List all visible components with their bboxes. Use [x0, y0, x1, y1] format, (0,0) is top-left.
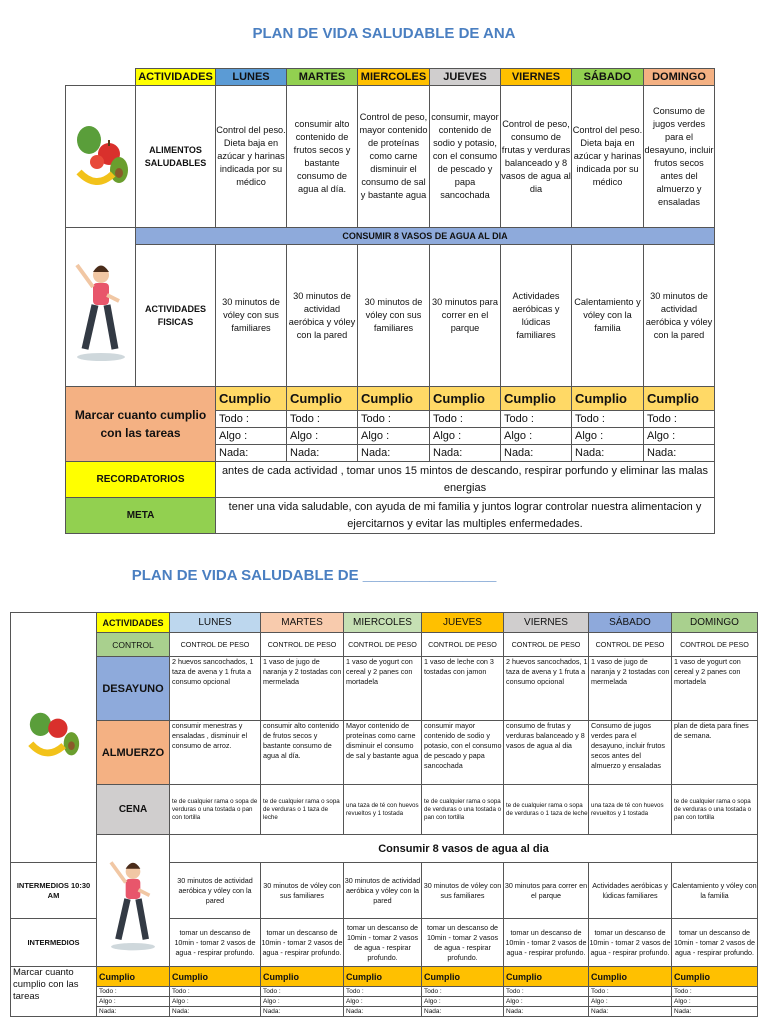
cena-miercoles: una taza de té con huevos revueltos y 1 tostada [344, 785, 422, 835]
p2-cumplio-sabado: Cumplio [589, 967, 672, 987]
intermedios2-sabado: tomar un descanso de 10min - tomar 2 vasos de agua - respirar profundo. [589, 919, 672, 967]
control-viernes: CONTROL DE PESO [504, 633, 589, 657]
intermedios1-martes: 30 minutos de vóley con sus familiares [261, 863, 344, 919]
plan1-table [65, 68, 715, 534]
p2-cumplio-martes: Cumplio [261, 967, 344, 987]
cumplio-sabado: Cumplio [572, 387, 644, 411]
p2-todo-7[interactable]: Todo : [589, 987, 672, 997]
actividades-viernes: Actividades aeróbicas y lúdicas familiares [501, 245, 572, 387]
intermedios2-label: INTERMEDIOS [11, 919, 97, 967]
nada-sabado[interactable]: Nada: [572, 445, 644, 462]
p2-nada-2[interactable]: Nada: [170, 1007, 261, 1017]
intermedios2-martes: tomar un descanso de 10min - tomar 2 vasos de agua - respirar profundo. [261, 919, 344, 967]
alimentos-viernes: Control de peso, consumo de frutas y verduras balanceado y 8 vasos de agua al dia [501, 86, 572, 228]
p2-header-domingo: DOMINGO [672, 613, 758, 633]
alimentos-label: ALIMENTOS SALUDABLES [136, 86, 216, 228]
p2-todo-5[interactable]: Todo : [422, 987, 504, 997]
intermedios1-domingo: Calentamiento y vóley con la familia [672, 863, 758, 919]
cena-lunes: te de cualquier rama o sopa de verduras o una tostada o pan con tortilla [170, 785, 261, 835]
todo-jueves[interactable]: Todo : [430, 411, 501, 428]
alimentos-sabado: Control del peso. Dieta baja en azúcar y harinas indicada por su médico [572, 86, 644, 228]
desayuno-lunes: 2 huevos sancochados, 1 taza de avena y 1 fruta a consumo opcional [170, 657, 261, 721]
almuerzo-viernes: consumo de frutas y verduras balanceado y 8 vasos de agua al dia [504, 721, 589, 785]
control-jueves: CONTROL DE PESO [422, 633, 504, 657]
fruits-icon [71, 110, 131, 200]
actividades-jueves: 30 minutos para correr en el parque [430, 245, 501, 387]
nada-viernes[interactable]: Nada: [501, 445, 572, 462]
cena-martes: te de cualquier rama o sopa de verduras o 1 taza de leche [261, 785, 344, 835]
p2-cumplio-actividades: Cumplio [97, 967, 170, 987]
p2-todo-3[interactable]: Todo : [261, 987, 344, 997]
p2-algo-2[interactable]: Algo : [170, 997, 261, 1007]
todo-domingo[interactable]: Todo : [644, 411, 715, 428]
desayuno-label: DESAYUNO [97, 657, 170, 721]
p2-algo-4[interactable]: Algo : [344, 997, 422, 1007]
todo-martes[interactable]: Todo : [287, 411, 358, 428]
p2-algo-5[interactable]: Algo : [422, 997, 504, 1007]
p2-nada-1[interactable]: Nada: [97, 1007, 170, 1017]
p2-cumplio-domingo: Cumplio [672, 967, 758, 987]
desayuno-miercoles: 1 vaso de yogurt con cereal y 2 panes con mortadela [344, 657, 422, 721]
alimentos-lunes: Control del peso. Dieta baja en azúcar y harinas indicada por su médico [216, 86, 287, 228]
exercise-image [66, 228, 136, 387]
header-actividades: ACTIVIDADES [136, 69, 216, 86]
p2-algo-6[interactable]: Algo : [504, 997, 589, 1007]
cumplio-domingo: Cumplio [644, 387, 715, 411]
almuerzo-label: ALMUERZO [97, 721, 170, 785]
actividades-domingo: 30 minutos de actividad aeróbica y vóley con la pared [644, 245, 715, 387]
todo-viernes[interactable]: Todo : [501, 411, 572, 428]
control-label: CONTROL [97, 633, 170, 657]
p2-header-sabado: SÁBADO [589, 613, 672, 633]
p2-nada-7[interactable]: Nada: [589, 1007, 672, 1017]
intermedios1-lunes: 30 minutos de actividad aeróbica y vóley con la pared [170, 863, 261, 919]
plan2-table [10, 612, 758, 1017]
actividades-sabado: Calentamiento y vóley con la familia [572, 245, 644, 387]
control-sabado: CONTROL DE PESO [589, 633, 672, 657]
intermedios2-viernes: tomar un descanso de 10min - tomar 2 vasos de agua - respirar profundo. [504, 919, 589, 967]
intermedios2-domingo: tomar un descanso de 10min - tomar 2 vasos de agua - respirar profundo. [672, 919, 758, 967]
algo-martes[interactable]: Algo : [287, 428, 358, 445]
cumplio-lunes: Cumplio [216, 387, 287, 411]
actividades-martes: 30 minutos de actividad aeróbica y vóley con la pared [287, 245, 358, 387]
algo-sabado[interactable]: Algo : [572, 428, 644, 445]
intermedios1-jueves: 30 minutos de vóley con sus familiares [422, 863, 504, 919]
nada-martes[interactable]: Nada: [287, 445, 358, 462]
plan2-agua-banner: Consumir 8 vasos de agua al dia [170, 835, 758, 863]
recordatorios-text: antes de cada actividad , tomar unos 15 mintos de descando, respirar porfundo y eliminar las malas energias [216, 462, 715, 498]
p2-algo-3[interactable]: Algo : [261, 997, 344, 1007]
header-viernes: VIERNES [501, 69, 572, 86]
p2-header-jueves: JUEVES [422, 613, 504, 633]
header-lunes: LUNES [216, 69, 287, 86]
algo-jueves[interactable]: Algo : [430, 428, 501, 445]
cumplio-miercoles: Cumplio [358, 387, 430, 411]
plan1-title: PLAN DE VIDA SALUDABLE DE ANA [252, 25, 516, 42]
cumplio-jueves: Cumplio [430, 387, 501, 411]
header-sabado: SÁBADO [572, 69, 644, 86]
control-martes: CONTROL DE PESO [261, 633, 344, 657]
intermedios1-miercoles: 30 minutos de actividad aeróbica y vóley con la pared [344, 863, 422, 919]
alimentos-jueves: consumir, mayor contenido de sodio y potasio, con el consumo de pescado y papa sancochada [430, 86, 501, 228]
algo-lunes[interactable]: Algo : [216, 428, 287, 445]
almuerzo-martes: consumir alto contenido de frutos secos y bastante consumo de agua al día. [261, 721, 344, 785]
intermedios1-label: INTERMEDIOS 10:30 AM [11, 863, 97, 919]
p2-todo-8[interactable]: Todo : [672, 987, 758, 997]
exercise-icon [103, 844, 163, 954]
p2-todo-4[interactable]: Todo : [344, 987, 422, 997]
cena-sabado: una taza de té con huevos revueltos y 1 tostada [589, 785, 672, 835]
p2-todo-1[interactable]: Todo : [97, 987, 170, 997]
control-lunes: CONTROL DE PESO [170, 633, 261, 657]
recordatorios-label: RECORDATORIOS [66, 462, 216, 498]
p2-cumplio-jueves: Cumplio [422, 967, 504, 987]
nada-jueves[interactable]: Nada: [430, 445, 501, 462]
control-miercoles: CONTROL DE PESO [344, 633, 422, 657]
p2-todo-6[interactable]: Todo : [504, 987, 589, 997]
p2-algo-1[interactable]: Algo : [97, 997, 170, 1007]
header-domingo: DOMINGO [644, 69, 715, 86]
p2-todo-2[interactable]: Todo : [170, 987, 261, 997]
almuerzo-sabado: Consumo de jugos verdes para el desayuno, incluir frutos secos antes del almuerzo y ensaladas [589, 721, 672, 785]
actividades-label: ACTIVIDADES FISICAS [136, 245, 216, 387]
p2-nada-5[interactable]: Nada: [422, 1007, 504, 1017]
cumplio-viernes: Cumplio [501, 387, 572, 411]
marcar-label: Marcar cuanto cumplio con las tareas [66, 387, 216, 462]
intermedios2-miercoles: tomar un descanso de 10min - tomar 2 vasos de agua - respirar profundo. [344, 919, 422, 967]
p2-nada-8[interactable]: Nada: [672, 1007, 758, 1017]
p2-nada-3[interactable]: Nada: [261, 1007, 344, 1017]
cena-label: CENA [97, 785, 170, 835]
p2-nada-6[interactable]: Nada: [504, 1007, 589, 1017]
p2-cumplio-miercoles: Cumplio [344, 967, 422, 987]
plan1-agua-banner: CONSUMIR 8 VASOS DE AGUA AL DIA [136, 228, 715, 245]
p2-cumplio-viernes: Cumplio [504, 967, 589, 987]
nada-domingo[interactable]: Nada: [644, 445, 715, 462]
almuerzo-lunes: consumir menestras y ensaladas , disminuir el consumo de arroz. [170, 721, 261, 785]
todo-lunes[interactable]: Todo : [216, 411, 287, 428]
intermedios1-sabado: Actividades aeróbicas y lúdicas familiares [589, 863, 672, 919]
algo-viernes[interactable]: Algo : [501, 428, 572, 445]
p2-header-miercoles: MIERCOLES [344, 613, 422, 633]
algo-domingo[interactable]: Algo : [644, 428, 715, 445]
almuerzo-jueves: consumir mayor contenido de sodio y potasio, con el consumo de pescado y papa sancochada [422, 721, 504, 785]
cumplio-martes: Cumplio [287, 387, 358, 411]
actividades-miercoles: 30 minutos de vóley con sus familiares [358, 245, 430, 387]
cena-domingo: te de cualquier rama o sopa de verduras o una tostada o pan con tortilla [672, 785, 758, 835]
p2-header-martes: MARTES [261, 613, 344, 633]
actividades-lunes: 30 minutos de vóley con sus familiares [216, 245, 287, 387]
desayuno-domingo: 1 vaso de yogurt con cereal y 2 panes con mortadela [672, 657, 758, 721]
todo-sabado[interactable]: Todo : [572, 411, 644, 428]
p2-header-viernes: VIERNES [504, 613, 589, 633]
almuerzo-miercoles: Mayor contenido de proteínas como carne disminuir el consumo de sal y bastante agua [344, 721, 422, 785]
exercise-image-2 [97, 835, 170, 967]
alimentos-martes: consumir alto contenido de frutos secos y bastante consumo de agua al día. [287, 86, 358, 228]
p2-algo-7[interactable]: Algo : [589, 997, 672, 1007]
exercise-icon [71, 245, 131, 365]
nada-miercoles[interactable]: Nada: [358, 445, 430, 462]
meta-label: META [66, 498, 216, 534]
header-jueves: JUEVES [430, 69, 501, 86]
p2-cumplio-lunes: Cumplio [170, 967, 261, 987]
cena-jueves: te de cualquier rama o sopa de verduras o una tostada o pan con tortilla [422, 785, 504, 835]
algo-miercoles[interactable]: Algo : [358, 428, 430, 445]
fruits-image-2 [11, 613, 97, 863]
meta-text: tener una vida saludable, con ayuda de mi familia y juntos lograr controlar nuestra alimentacion y ejercitarnos y evitar las multiples enfermedades. [216, 498, 715, 534]
p2-nada-4[interactable]: Nada: [344, 1007, 422, 1017]
header-martes: MARTES [287, 69, 358, 86]
plan2-title: PLAN DE VIDA SALUDABLE DE ________________ [131, 567, 497, 584]
intermedios1-viernes: 30 minutos para correr en el parque [504, 863, 589, 919]
almuerzo-domingo: plan de dieta para fines de semana. [672, 721, 758, 785]
header-miercoles: MIERCOLES [358, 69, 430, 86]
todo-miercoles[interactable]: Todo : [358, 411, 430, 428]
desayuno-martes: 1 vaso de jugo de naranja y 2 tostadas con mermelada [261, 657, 344, 721]
desayuno-viernes: 2 huevos sancochados, 1 taza de avena y 1 fruta a consumo opcional [504, 657, 589, 721]
fruits-icon [25, 706, 83, 766]
alimentos-miercoles: Control de peso, mayor contenido de proteínas como carne disminuir el consumo de sal y bastante agua [358, 86, 430, 228]
alimentos-domingo: Consumo de jugos verdes para el desayuno, incluir frutos secos antes del almuerzo y ensaladas [644, 86, 715, 228]
intermedios2-lunes: tomar un descanso de 10min - tomar 2 vasos de agua - respirar profundo. [170, 919, 261, 967]
cena-viernes: te de cualquier rama o sopa de verduras o 1 taza de leche [504, 785, 589, 835]
fruits-image [66, 86, 136, 228]
intermedios2-jueves: tomar un descanso de 10min - tomar 2 vasos de agua - respirar profundo. [422, 919, 504, 967]
p2-header-lunes: LUNES [170, 613, 261, 633]
p2-header-actividades: ACTIVIDADES [97, 613, 170, 633]
control-domingo: CONTROL DE PESO [672, 633, 758, 657]
desayuno-jueves: 1 vaso de leche con 3 tostadas con jamon [422, 657, 504, 721]
p2-algo-8[interactable]: Algo : [672, 997, 758, 1007]
p2-marcar-label: Marcar cuanto cumplio con las tareas [11, 967, 97, 1017]
nada-lunes[interactable]: Nada: [216, 445, 287, 462]
desayuno-sabado: 1 vaso de jugo de naranja y 2 tostadas con mermelada [589, 657, 672, 721]
